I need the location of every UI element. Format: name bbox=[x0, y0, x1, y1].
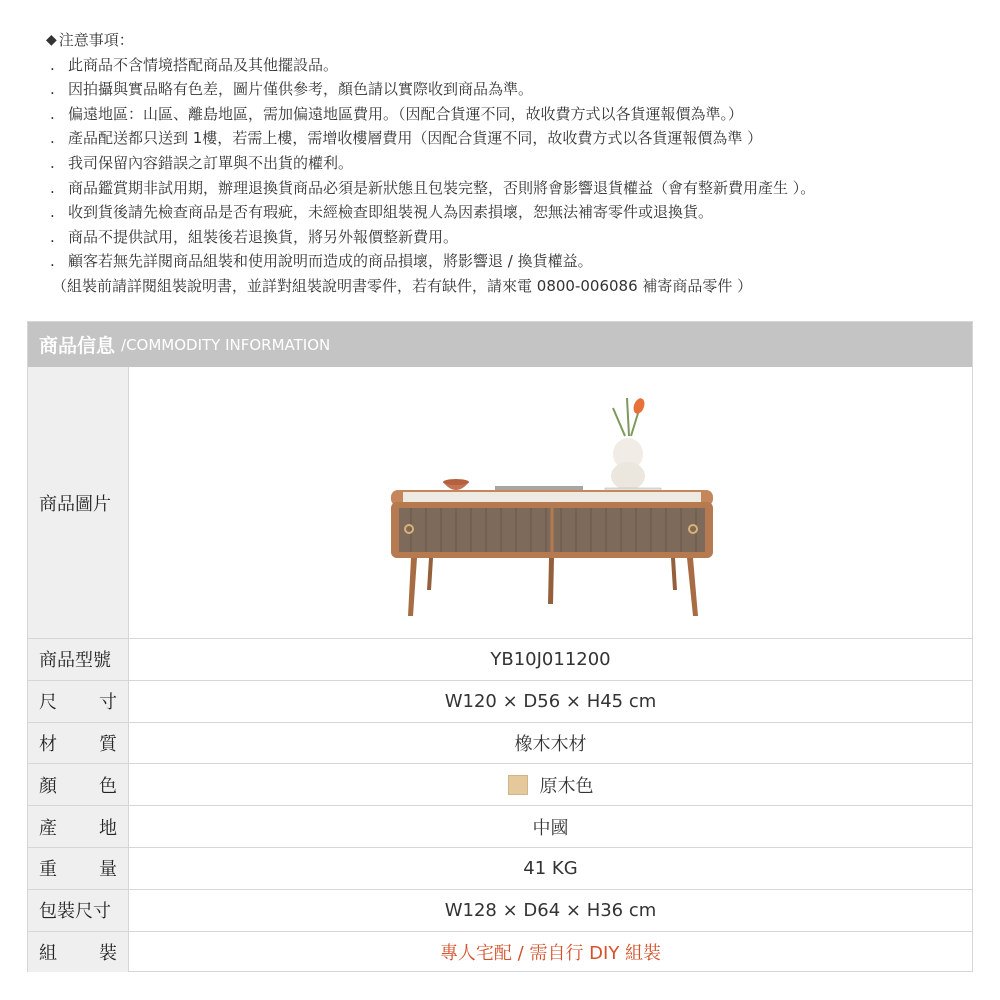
bullet-icon: . bbox=[50, 80, 55, 99]
row-label: 商品圖片 bbox=[28, 367, 129, 638]
row-label: 包裝尺寸 bbox=[28, 890, 129, 931]
bullet-icon: . bbox=[50, 55, 55, 74]
row-value: 專人宅配 / 需自行 DIY 組裝 bbox=[439, 942, 662, 964]
bullet-icon: . bbox=[50, 203, 55, 222]
notice-heading-text: 注意事項： bbox=[58, 31, 134, 49]
notice-item: . 偏遠地區：山區、離島地區，需加偏遠地區費用。（因配合貨運不同，故收費方式以各貨運報價為準。） bbox=[46, 102, 986, 127]
color-name: 原木色 bbox=[539, 775, 594, 797]
notice-item: . 商品鑑賞期非試用期，辦理退換貨商品必須是新狀態且包裝完整，否則將會影響退貨權益（會有整新費用產生 ）。 bbox=[46, 176, 986, 201]
row-label: 商品型號 bbox=[28, 639, 129, 680]
row-value: 橡木木材 bbox=[514, 733, 587, 755]
notice-item: . 產品配送都只送到 1樓，若需上樓，需增收樓層費用（因配合貨運不同，故收費方式以各貨運報價為準 ） bbox=[46, 126, 986, 151]
notice-item: . 我司保留內容錯誤之訂單與不出貨的權利。 bbox=[46, 151, 986, 176]
notice-item: . 收到貨後請先檢查商品是否有瑕疵，未經檢查即組裝視人為因素損壞，恕無法補寄零件或退換貨。 bbox=[46, 200, 986, 225]
table-row-material bbox=[28, 722, 972, 764]
row-value: W128 × D64 × H36 cm bbox=[444, 899, 657, 921]
row-label: 產 地 bbox=[28, 806, 129, 847]
table-row-weight bbox=[28, 847, 972, 889]
row-value: 中國 bbox=[532, 817, 569, 839]
table-row-picture bbox=[28, 367, 972, 638]
table-title: 商品信息 bbox=[39, 335, 116, 357]
commodity-info-table bbox=[27, 321, 973, 972]
table-row-assembly bbox=[28, 931, 972, 973]
notice-item: . 商品不提供試用，組裝後若退換貨，將另外報價整新費用。 bbox=[46, 225, 986, 250]
diamond-icon: ◆ bbox=[46, 32, 57, 48]
notice-heading bbox=[46, 28, 986, 53]
table-row-package-size bbox=[28, 889, 972, 931]
bullet-icon: . bbox=[50, 227, 55, 246]
bullet-icon: . bbox=[50, 252, 55, 271]
bullet-icon: . bbox=[50, 129, 55, 148]
row-value bbox=[129, 764, 972, 805]
row-label: 組 裝 bbox=[28, 932, 129, 973]
table-header bbox=[28, 322, 972, 367]
row-label: 顏 色 bbox=[28, 764, 129, 805]
notice-list bbox=[46, 53, 986, 274]
bullet-icon: . bbox=[50, 178, 55, 197]
notice-footer: （組裝前請詳閱組裝說明書，並詳對組裝說明書零件，若有缺件，請來電 0800-006086 補寄商品零件 ） bbox=[52, 276, 753, 295]
notice-item: . 顧客若無先詳閱商品組裝和使用說明而造成的商品損壞，將影響退 / 換貨權益。 bbox=[46, 249, 986, 274]
table-row-origin bbox=[28, 805, 972, 847]
bullet-icon: . bbox=[50, 153, 55, 172]
bullet-icon: . bbox=[50, 104, 55, 123]
table-row-color bbox=[28, 763, 972, 805]
coffee-table-illustration bbox=[381, 378, 721, 628]
row-value: 41 KG bbox=[523, 857, 578, 879]
table-subtitle: /COMMODITY INFORMATION bbox=[121, 335, 331, 354]
row-label: 尺 寸 bbox=[28, 681, 129, 722]
color-swatch bbox=[508, 775, 528, 795]
product-image bbox=[129, 367, 972, 638]
table-row-model bbox=[28, 638, 972, 680]
row-value: W120 × D56 × H45 cm bbox=[444, 690, 657, 712]
row-value: YB10J011200 bbox=[490, 648, 611, 670]
notice-item: . 因拍攝與實品略有色差，圖片僅供參考，顏色請以實際收到商品為準。 bbox=[46, 77, 986, 102]
table-row-dimensions bbox=[28, 680, 972, 722]
notice-item: . 此商品不含情境搭配商品及其他擺設品。 bbox=[46, 53, 986, 78]
notice-section bbox=[46, 28, 986, 299]
row-label: 材 質 bbox=[28, 723, 129, 764]
row-label: 重 量 bbox=[28, 848, 129, 889]
